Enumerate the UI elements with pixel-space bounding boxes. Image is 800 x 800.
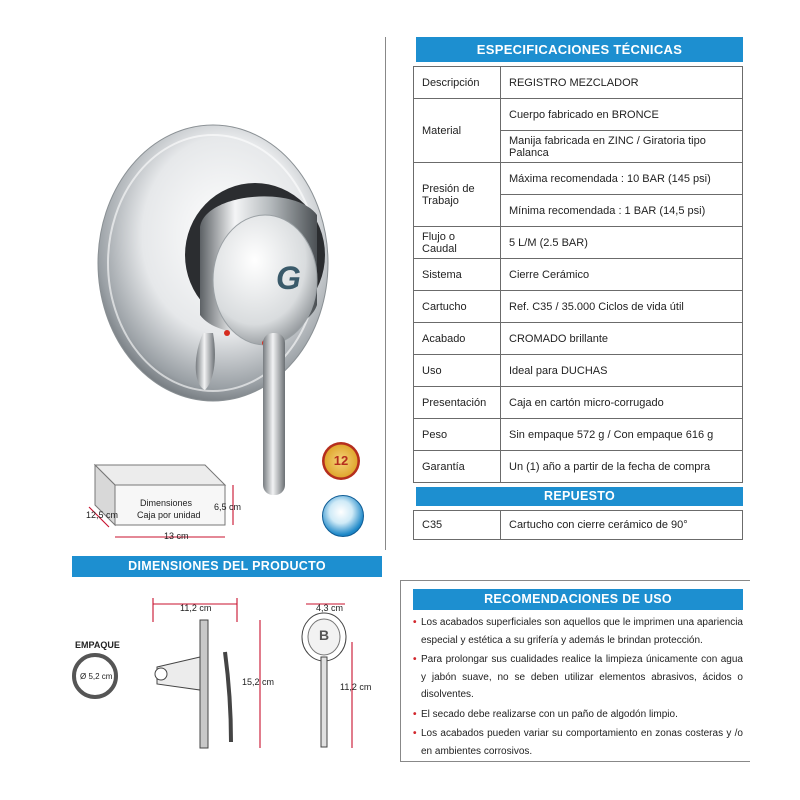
row-label: Peso [414, 419, 501, 451]
spec-title: ESPECIFICACIONES TÉCNICAS [416, 37, 743, 62]
row-label: Flujo o Caudal [414, 227, 501, 259]
row-value: REGISTRO MEZCLADOR [501, 67, 743, 99]
front-height: 11,2 cm [340, 682, 372, 692]
row-value: Máxima recomendada : 10 BAR (145 psi) [501, 163, 743, 195]
dimensiones-title: DIMENSIONES DEL PRODUCTO [72, 556, 382, 577]
side-height: 15,2 cm [242, 677, 275, 687]
table-row [414, 511, 743, 540]
box-label-caja: Caja por unidad [137, 510, 201, 520]
table-row [414, 387, 743, 419]
recommendations-panel [413, 589, 743, 760]
row-value: Cuerpo fabricado en BRONCE [501, 99, 743, 131]
row-label: Presión de Trabajo [414, 163, 501, 227]
row-label: Garantía [414, 451, 501, 483]
side-depth: 11,2 cm [180, 603, 212, 613]
front-view-drawing [290, 592, 365, 752]
recommendations-title: RECOMENDACIONES DE USO [413, 589, 743, 610]
faucet-photo [95, 115, 340, 500]
list-item: • Los acabados pueden variar su comportamiento en zonas costeras y /o en ambientes corrosivos. [413, 725, 743, 760]
table-row [414, 419, 743, 451]
handle-logo: G [276, 260, 301, 296]
row-label: Material [414, 99, 501, 163]
row-value: Manija fabricada en ZINC / Giratoria tipo Palanca [501, 131, 743, 163]
row-value: Caja en cartón micro-corrugado [501, 387, 743, 419]
spec-panel [385, 37, 743, 540]
table-row [414, 291, 743, 323]
row-value: CROMADO brillante [501, 323, 743, 355]
list-item: • Los acabados superficiales son aquellos que le imprimen una apariencia especial y estética a su grifería y además le brindan protección. [413, 614, 743, 649]
list-item: • Para prolongar sus cualidades realice la limpieza únicamente con agua y jabón suave, no se deben utilizar elementos abrasivos, ácidos o disolventes. [413, 651, 743, 704]
table-row [414, 227, 743, 259]
empaque-label: EMPAQUE [75, 640, 120, 650]
repuesto-title: REPUESTO [416, 487, 743, 506]
spec-table [413, 66, 743, 483]
row-label: Sistema [414, 259, 501, 291]
repuesto-code: C35 [414, 511, 501, 540]
warranty-badge [322, 442, 360, 480]
row-value: 5 L/M (2.5 BAR) [501, 227, 743, 259]
front-width: 4,3 cm [316, 603, 344, 613]
recommendations-list [413, 614, 743, 760]
warranty-badge-number: 12 [333, 453, 349, 468]
table-row [414, 355, 743, 387]
list-item: • El secado debe realizarse con un paño de algodón limpio. [413, 706, 743, 724]
row-value: Ref. C35 / 35.000 Ciclos de vida útil [501, 291, 743, 323]
repuesto-value: Cartucho con cierre cerámico de 90° [501, 511, 743, 540]
table-row [414, 163, 743, 195]
row-label: Cartucho [414, 291, 501, 323]
box-width: 13 cm [164, 531, 189, 541]
row-value: Cierre Cerámico [501, 259, 743, 291]
side-view-drawing [135, 592, 275, 752]
row-value: Mínima recomendada : 1 BAR (14,5 psi) [501, 195, 743, 227]
table-row [414, 67, 743, 99]
row-value: Sin empaque 572 g / Con empaque 616 g [501, 419, 743, 451]
table-row [414, 99, 743, 131]
row-label: Descripción [414, 67, 501, 99]
row-label: Acabado [414, 323, 501, 355]
row-label: Uso [414, 355, 501, 387]
repuesto-table [413, 510, 743, 540]
water-badge [322, 495, 364, 537]
table-row [414, 259, 743, 291]
table-row [414, 323, 743, 355]
row-value: Un (1) año a partir de la fecha de compra [501, 451, 743, 483]
row-label: Presentación [414, 387, 501, 419]
empaque-diameter: Ø 5,2 cm [80, 672, 113, 681]
box-label-dimensiones: Dimensiones [140, 498, 193, 508]
row-value: Ideal para DUCHAS [501, 355, 743, 387]
box-depth: 12,5 cm [86, 510, 119, 520]
table-row [414, 451, 743, 483]
front-logo: B [319, 627, 330, 643]
box-height: 6,5 cm [214, 502, 242, 512]
